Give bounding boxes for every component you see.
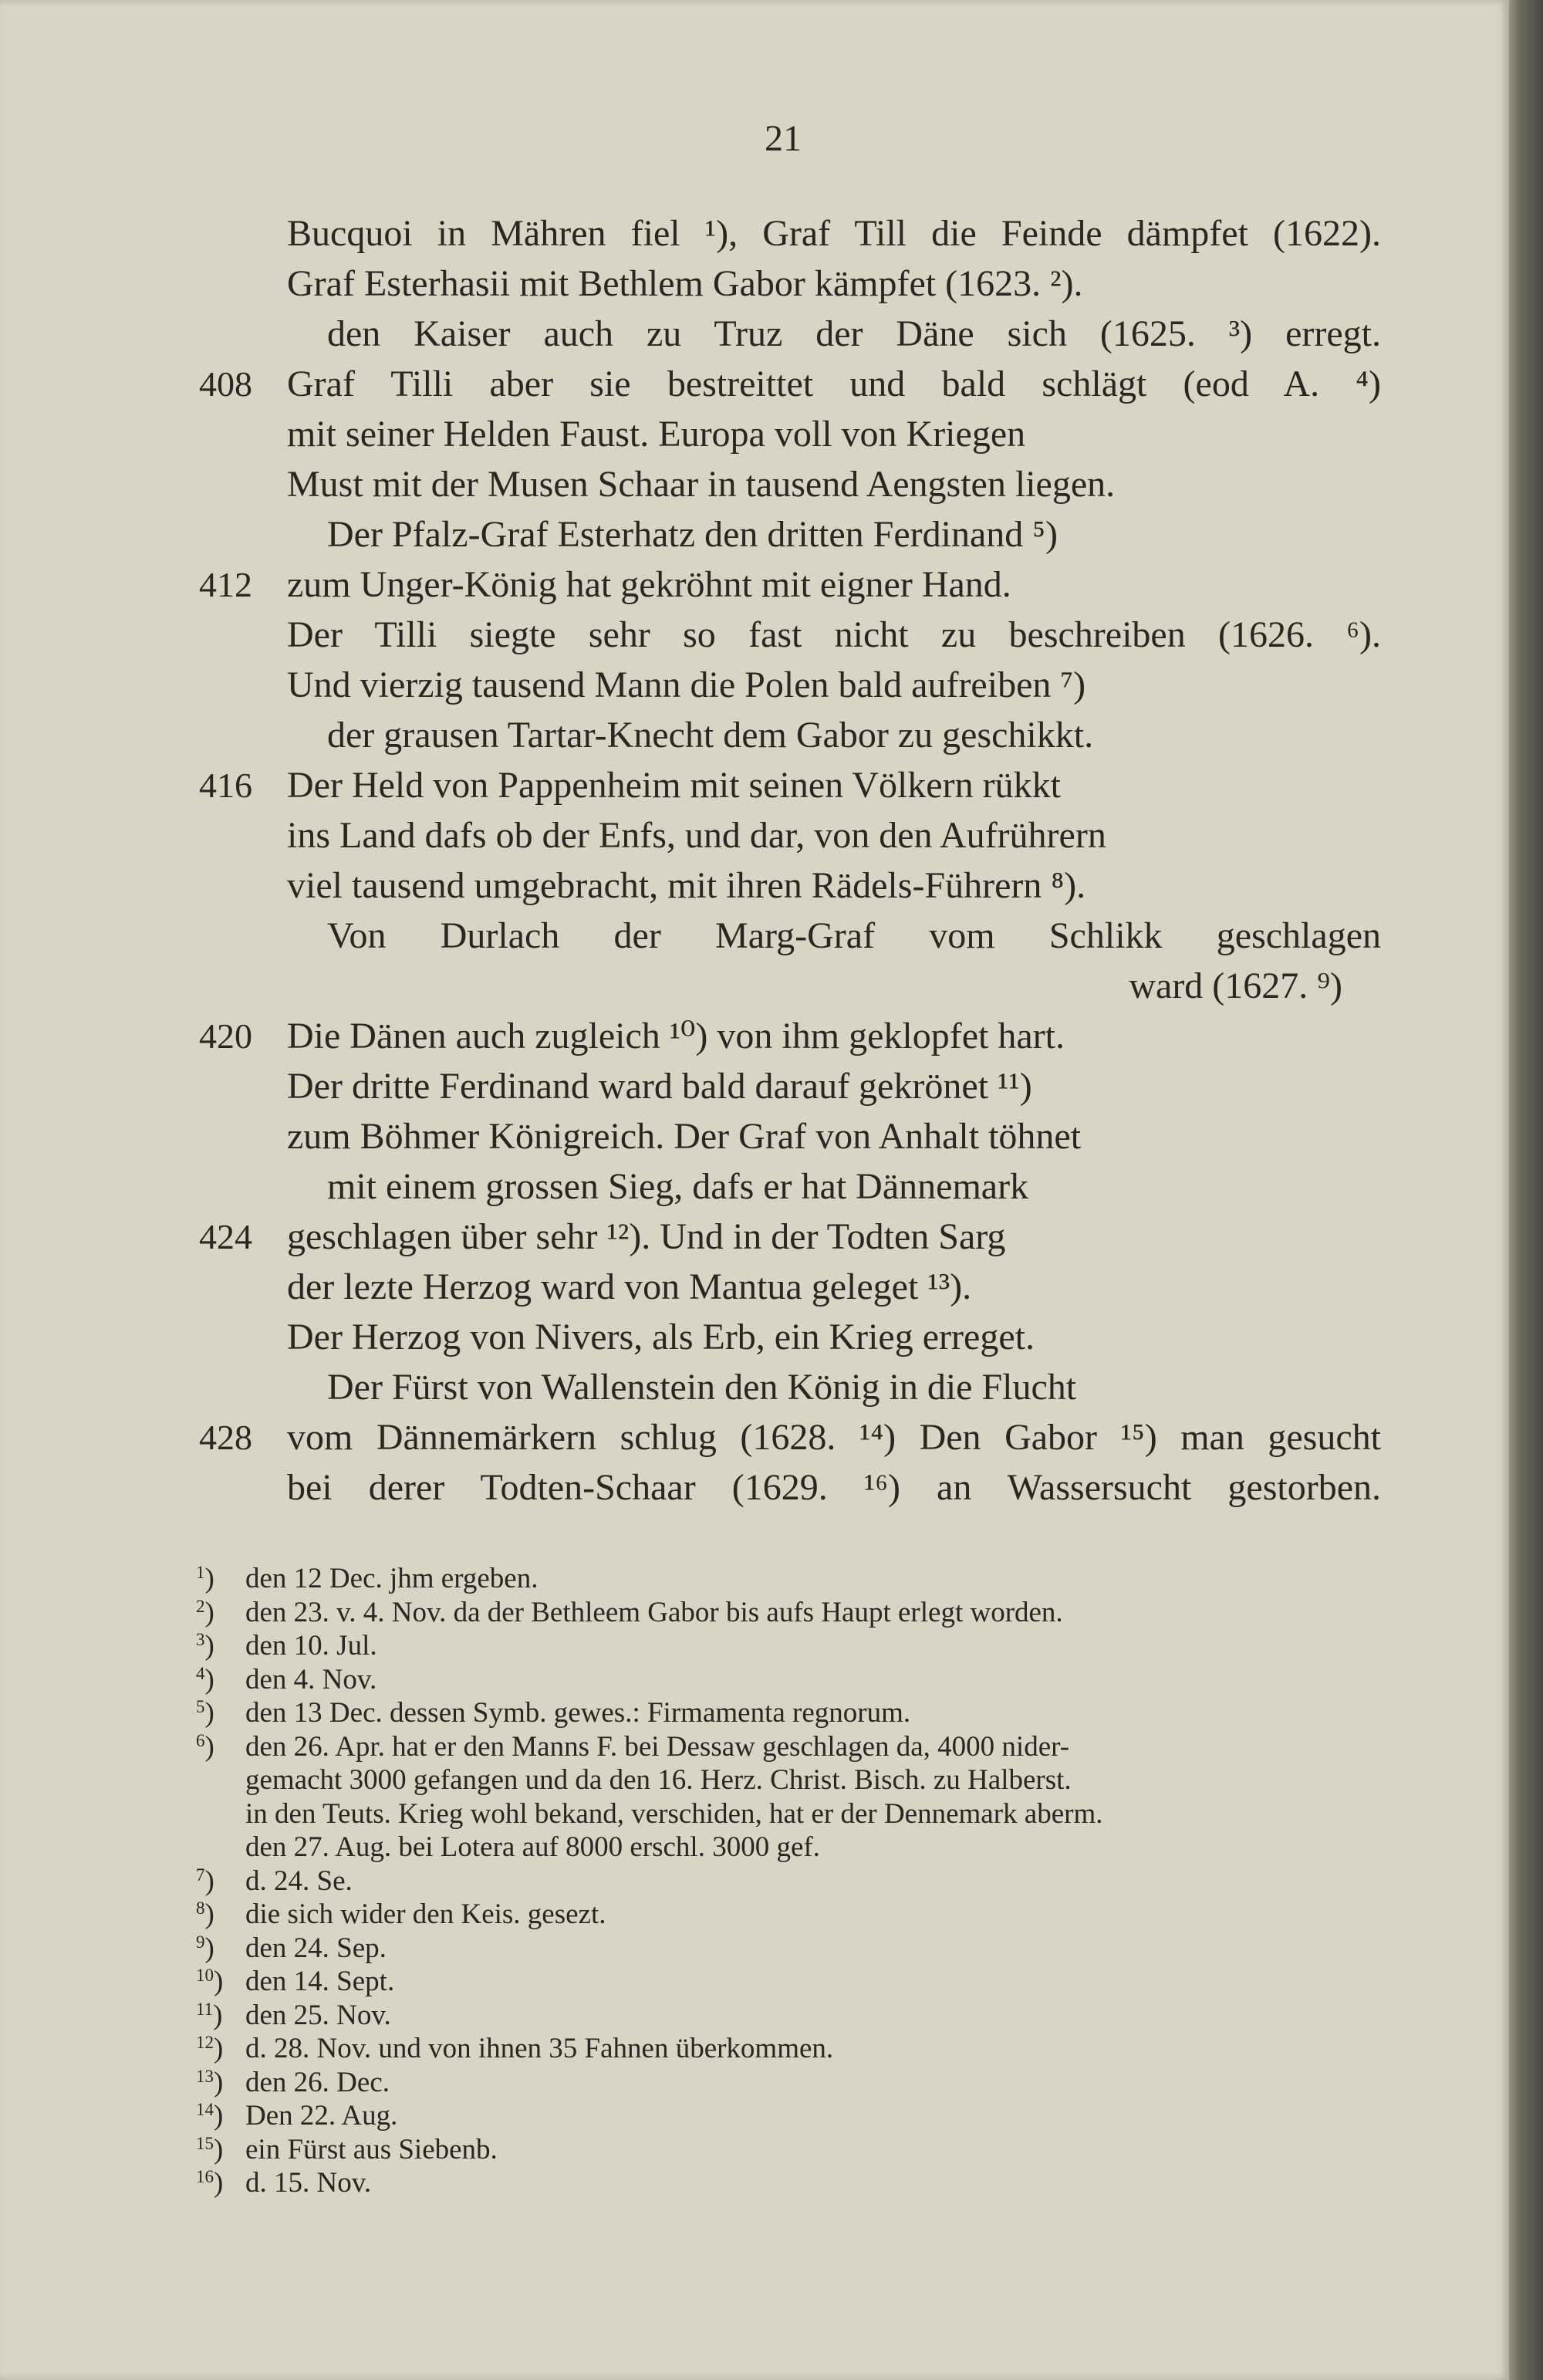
footnote-mark: $^3$) [196, 1630, 214, 1662]
footnote-mark: $^{10}$) [196, 1966, 224, 1997]
footnote-text: gemacht 3000 gefangen und da den 16. Herz. Christ. Bisch. zu Halberst. [245, 1764, 1072, 1796]
verse-line [0, 1462, 1509, 1513]
verse-text: ins Land dafs ob der Enfs, und dar, von den Aufrührern [287, 815, 1106, 856]
verse-line [0, 1262, 1509, 1312]
footnote [0, 1596, 1509, 1630]
footnote [0, 1763, 1509, 1797]
footnote-text: d. 24. Se. [245, 1864, 353, 1897]
verse-line [0, 911, 1509, 961]
verse-line [0, 1212, 1509, 1262]
footnote [0, 1999, 1509, 2033]
line-number: 428 [199, 1418, 252, 1457]
footnote-mark: $^{13}$) [196, 2066, 224, 2098]
verse-line [0, 710, 1509, 760]
footnote-text: den 4. Nov. [245, 1663, 377, 1695]
footnote-number: 2 [196, 1596, 205, 1616]
footnote [0, 1965, 1509, 1999]
footnote-text: d. 15. Nov. [245, 2167, 372, 2199]
footnote-text: den 12 Dec. jhm ergeben. [245, 1563, 539, 1594]
verse-text: Graf Tilli aber sie bestreittet und bald schlägt (eod A. ⁴) [287, 363, 1381, 404]
verse-text: Der Held von Pappenheim mit seinen Völkern rükkt [287, 765, 1061, 806]
footnote [0, 1864, 1509, 1898]
verse-line [0, 409, 1509, 459]
verse-line [0, 509, 1509, 560]
footnote-mark: $^1$) [196, 1563, 214, 1594]
footnote [0, 1562, 1509, 1596]
footnote-text: d. 28. Nov. und von ihnen 35 Fahnen überkommen. [245, 2033, 834, 2064]
verse-line [0, 1061, 1509, 1111]
footnote-number: 5 [196, 1697, 205, 1716]
footnote-number: 11 [196, 1999, 214, 2019]
verse-line [0, 660, 1509, 710]
verse-text: der lezte Herzog ward von Mantua geleget ¹³). [287, 1266, 972, 1307]
footnote-number: 4 [196, 1663, 205, 1683]
footnote [0, 2133, 1509, 2167]
footnote-text: den 27. Aug. bei Lotera auf 8000 erschl. 3000 gef. [245, 1831, 820, 1863]
verse-line [0, 309, 1509, 359]
footnotes-block [0, 1562, 1509, 2200]
verse-line [0, 1412, 1509, 1462]
footnote [0, 1932, 1509, 1966]
verse-text: Von Durlach der Marg-Graf vom Schlikk geschlagen [327, 915, 1381, 956]
verse-line [0, 1011, 1509, 1061]
verse-line [0, 459, 1509, 509]
footnote [0, 2166, 1509, 2200]
footnote-number: 15 [196, 2133, 214, 2153]
verse-text: ward (1627. ⁹) [1129, 965, 1342, 1006]
footnote-text: den 10. Jul. [245, 1630, 377, 1662]
footnote [0, 1831, 1509, 1864]
footnote-number: 9 [196, 1932, 205, 1952]
verse-text: bei derer Todten-Schaar (1629. ¹⁶) an Wassersucht gestorben. [287, 1467, 1381, 1508]
footnote-mark: $^8$) [196, 1898, 214, 1930]
verse-text: der grausen Tartar-Knecht dem Gabor zu geschikkt. [327, 715, 1094, 756]
verse-line [0, 610, 1509, 660]
footnote-mark: $^2$) [196, 1596, 214, 1628]
footnote-mark: $^9$) [196, 1932, 214, 1964]
footnote-text: Den 22. Aug. [245, 2100, 398, 2132]
line-number: 416 [199, 766, 252, 805]
footnote [0, 1629, 1509, 1663]
footnote-text: die sich wider den Keis. gesezt. [245, 1898, 606, 1930]
verse-line [0, 760, 1509, 810]
footnote-mark: $^5$) [196, 1697, 214, 1729]
footnote-mark: $^{11}$) [196, 1999, 223, 2031]
line-number: 420 [199, 1016, 252, 1056]
footnote-number: 8 [196, 1898, 205, 1918]
footnote-mark: $^4$) [196, 1663, 214, 1695]
footnote-text: den 24. Sep. [245, 1932, 387, 1964]
footnote-mark: $^{12}$) [196, 2033, 224, 2064]
footnote-number: 10 [196, 1966, 214, 1985]
footnote-text: den 26. Dec. [245, 2066, 390, 2098]
footnote [0, 1663, 1509, 1697]
verse-line [0, 1161, 1509, 1212]
verse-text: Und vierzig tausend Mann die Polen bald aufreiben ⁷) [287, 664, 1086, 705]
footnote-number: 13 [196, 2066, 214, 2086]
footnote [0, 1730, 1509, 1764]
verse-text: zum Böhmer Königreich. Der Graf von Anhalt töhnet [287, 1116, 1082, 1157]
verse-text: Der Tilli siegte sehr so fast nicht zu beschreiben (1626. ⁶). [287, 614, 1381, 655]
footnote-number: 6 [196, 1730, 205, 1750]
footnote-number: 16 [196, 2167, 214, 2186]
verse-text: geschlagen über sehr ¹²). Und in der Todten Sarg [287, 1216, 1006, 1257]
verse-line [0, 860, 1509, 911]
verse-text: Der Pfalz-Graf Esterhatz den dritten Ferdinand ⁵) [327, 514, 1058, 555]
page-number: 21 [765, 118, 802, 159]
footnote-text: in den Teuts. Krieg wohl bekand, verschiden, hat er der Dennemark aberm. [245, 1797, 1103, 1830]
footnote-text: den 14. Sept. [245, 1966, 395, 1997]
verse-line [0, 961, 1509, 1011]
footnote [0, 2032, 1509, 2066]
footnote-mark: $^{15}$) [196, 2133, 224, 2165]
footnote-number: 3 [196, 1630, 205, 1649]
footnote-text: den 13 Dec. dessen Symb. gewes.: Firmamenta regnorum. [245, 1697, 911, 1729]
verse-text: Der Herzog von Nivers, als Erb, ein Krieg erreget. [287, 1317, 1035, 1357]
verse-text: Graf Esterhasii mit Bethlem Gabor kämpfet (1623. ²). [287, 263, 1083, 304]
footnote [0, 1797, 1509, 1831]
verse-text: Must mit der Musen Schaar in tausend Aengsten liegen. [287, 464, 1116, 505]
verse-text: Bucquoi in Mähren fiel ¹), Graf Till die Feinde dämpfet (1622). [287, 213, 1381, 254]
footnote-text: ein Fürst aus Siebenb. [245, 2133, 498, 2165]
line-number: 424 [199, 1217, 252, 1256]
footnote-number: 14 [196, 2100, 214, 2119]
verse-line [0, 1312, 1509, 1362]
footnote-mark: $^{14}$) [196, 2100, 224, 2132]
footnote-text: den 26. Apr. hat er den Manns F. bei Dessaw geschlagen da, 4000 nider- [245, 1730, 1070, 1763]
line-number: 412 [199, 565, 252, 604]
verse-text: den Kaiser auch zu Truz der Däne sich (1625. ³) erregt. [327, 313, 1381, 354]
verse-text: zum Unger-König hat gekröhnt mit eigner Hand. [287, 564, 1011, 605]
footnote-text: den 23. v. 4. Nov. da der Bethleem Gabor bis aufs Haupt erlegt worden. [245, 1596, 1063, 1628]
page-edge [1509, 0, 1543, 2380]
verse-text: vom Dännemärkern schlug (1628. ¹⁴) Den Gabor ¹⁵) man gesucht [287, 1417, 1381, 1458]
footnote [0, 2066, 1509, 2100]
verse-text: Die Dänen auch zugleich ¹⁰) von ihm geklopfet hart. [287, 1016, 1065, 1056]
footnote-number: 1 [196, 1563, 205, 1582]
footnote-mark: $^7$) [196, 1864, 214, 1897]
verse-text: Der Fürst von Wallenstein den König in die Flucht [327, 1367, 1077, 1408]
footnote-number: 7 [196, 1864, 205, 1885]
line-number: 408 [199, 364, 252, 404]
verse-line [0, 208, 1509, 259]
verse-text: mit seiner Helden Faust. Europa voll von Kriegen [287, 414, 1026, 455]
footnote [0, 1898, 1509, 1932]
verse-line [0, 560, 1509, 610]
verse-line [0, 810, 1509, 860]
verse-line [0, 259, 1509, 309]
footnote [0, 1696, 1509, 1730]
footnote-mark: $^{16}$) [196, 2167, 224, 2199]
footnote [0, 2099, 1509, 2133]
verse-text: Der dritte Ferdinand ward bald darauf gekrönet ¹¹) [287, 1066, 1032, 1107]
footnote-text: den 25. Nov. [245, 1999, 391, 2031]
verse-line [0, 1111, 1509, 1161]
verse-line [0, 1362, 1509, 1412]
footnote-mark: $^6$) [196, 1730, 214, 1763]
footnote-number: 12 [196, 2033, 214, 2052]
verse-line [0, 359, 1509, 409]
verse-block [0, 208, 1509, 1513]
verse-text: viel tausend umgebracht, mit ihren Rädels-Führern ⁸). [287, 865, 1086, 906]
verse-text: mit einem grossen Sieg, dafs er hat Dännemark [327, 1166, 1029, 1207]
